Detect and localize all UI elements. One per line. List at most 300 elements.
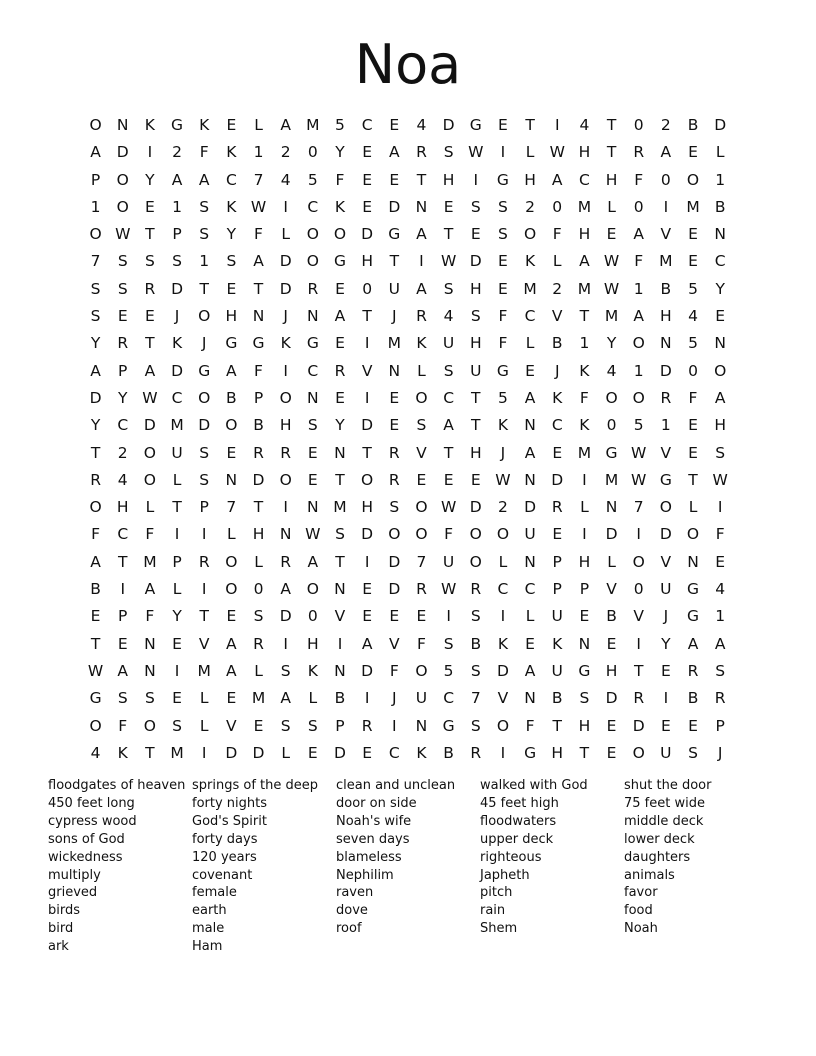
grid-letter[interactable]: P (253, 388, 264, 407)
grid-letter[interactable]: L (254, 116, 263, 134)
grid-letter[interactable]: M (170, 416, 184, 435)
grid-letter[interactable]: P (199, 498, 209, 517)
grid-letter[interactable]: F (389, 661, 399, 680)
grid-letter[interactable]: T (633, 661, 644, 680)
grid-letter[interactable]: S (443, 279, 454, 298)
grid-letter[interactable]: H (361, 498, 373, 517)
grid-letter[interactable]: N (687, 552, 699, 571)
grid-letter[interactable]: S (443, 634, 454, 653)
grid-letter[interactable]: H (469, 443, 482, 462)
grid-letter[interactable]: A (551, 170, 563, 189)
grid-letter[interactable]: C (578, 170, 590, 189)
grid-letter[interactable]: E (226, 443, 237, 462)
grid-letter[interactable]: E (470, 225, 481, 244)
grid-letter[interactable]: M (577, 279, 592, 298)
grid-letter[interactable]: J (283, 307, 288, 326)
grid-letter[interactable]: V (226, 716, 237, 735)
grid-letter[interactable]: I (419, 252, 424, 271)
grid-letter[interactable]: H (469, 334, 482, 353)
grid-letter[interactable]: L (172, 580, 182, 599)
grid-letter[interactable]: K (497, 634, 508, 653)
grid-letter[interactable]: O (632, 552, 645, 571)
grid-letter[interactable]: F (498, 334, 508, 353)
grid-letter[interactable]: L (254, 661, 263, 680)
grid-letter[interactable]: I (500, 743, 506, 762)
grid-letter[interactable]: L (145, 498, 155, 517)
grid-letter[interactable]: I (582, 525, 587, 544)
grid-letter[interactable]: E (688, 143, 698, 162)
grid-letter[interactable]: D (171, 279, 184, 298)
grid-letter[interactable]: L (199, 689, 209, 708)
grid-letter[interactable]: S (280, 716, 291, 735)
grid-letter[interactable]: I (283, 361, 288, 380)
grid-letter[interactable]: R (144, 279, 156, 298)
grid-letter[interactable]: O (89, 498, 102, 517)
grid-letter[interactable]: M (686, 197, 700, 216)
grid-letter[interactable]: K (579, 361, 590, 380)
grid-letter[interactable]: N (714, 225, 726, 244)
grid-letter[interactable]: E (362, 170, 373, 189)
grid-letter[interactable]: A (361, 634, 373, 653)
grid-letter[interactable]: I (120, 580, 126, 599)
grid-letter[interactable]: E (307, 443, 318, 462)
grid-letter[interactable]: M (659, 252, 673, 271)
grid-letter[interactable]: L (525, 334, 535, 353)
grid-letter[interactable]: O (143, 716, 156, 735)
grid-letter[interactable]: A (714, 388, 726, 407)
grid-letter[interactable]: K (226, 197, 237, 216)
grid-letter[interactable]: L (607, 552, 616, 571)
grid-letter[interactable]: L (417, 361, 426, 380)
grid-letter[interactable]: O (225, 416, 238, 435)
grid-letter[interactable]: M (523, 279, 537, 298)
grid-letter[interactable]: K (497, 416, 508, 435)
grid-letter[interactable]: P (172, 225, 182, 244)
grid-letter[interactable]: B (226, 388, 237, 407)
grid-letter[interactable]: J (717, 743, 723, 762)
grid-letter[interactable]: C (524, 580, 536, 599)
grid-letter[interactable]: G (687, 607, 700, 626)
grid-letter[interactable]: P (118, 607, 128, 626)
grid-letter[interactable]: B (714, 197, 726, 216)
grid-letter[interactable]: I (283, 634, 288, 653)
grid-letter[interactable]: L (715, 143, 725, 162)
grid-letter[interactable]: N (388, 361, 401, 380)
grid-letter[interactable]: O (89, 225, 102, 244)
grid-letter[interactable]: E (552, 525, 563, 544)
grid-letter[interactable]: W (495, 470, 511, 489)
grid-letter[interactable]: S (498, 225, 508, 244)
grid-letter[interactable]: O (388, 525, 401, 544)
grid-letter[interactable]: I (500, 607, 506, 626)
grid-letter[interactable]: D (388, 197, 401, 216)
grid-letter[interactable]: D (361, 661, 374, 680)
grid-letter[interactable]: B (90, 580, 101, 599)
grid-letter[interactable]: G (306, 334, 319, 353)
grid-letter[interactable]: K (552, 634, 563, 653)
grid-letter[interactable]: A (171, 170, 183, 189)
grid-letter[interactable]: L (552, 252, 562, 271)
grid-letter[interactable]: N (415, 716, 428, 735)
grid-letter[interactable]: V (660, 225, 672, 244)
grid-letter[interactable]: N (524, 470, 536, 489)
grid-letter[interactable]: D (388, 580, 401, 599)
grid-letter[interactable]: S (199, 470, 210, 489)
grid-letter[interactable]: T (525, 116, 535, 134)
grid-letter[interactable]: O (306, 225, 319, 244)
grid-letter[interactable]: W (631, 470, 647, 489)
grid-letter[interactable]: T (579, 307, 590, 326)
grid-letter[interactable]: A (416, 279, 427, 298)
grid-letter[interactable]: J (174, 307, 180, 326)
grid-letter[interactable]: H (660, 307, 672, 326)
grid-letter[interactable]: M (170, 743, 184, 762)
grid-letter[interactable]: E (443, 197, 454, 216)
grid-letter[interactable]: A (334, 307, 346, 326)
grid-letter[interactable]: Y (661, 634, 671, 653)
grid-letter[interactable]: D (279, 279, 292, 298)
grid-letter[interactable]: V (416, 443, 427, 462)
grid-letter[interactable]: D (198, 416, 211, 435)
grid-letter[interactable]: G (687, 580, 700, 599)
grid-letter[interactable]: K (552, 388, 563, 407)
grid-letter[interactable]: F (416, 634, 426, 653)
grid-letter[interactable]: M (604, 470, 619, 489)
grid-letter[interactable]: N (307, 307, 319, 326)
grid-letter[interactable]: H (551, 743, 564, 762)
grid-letter[interactable]: E (552, 443, 563, 462)
grid-letter[interactable]: E (226, 116, 237, 134)
grid-letter[interactable]: F (498, 307, 508, 326)
grid-letter[interactable]: 5 (443, 661, 454, 680)
grid-letter[interactable]: M (197, 661, 211, 680)
grid-letter[interactable]: V (334, 607, 346, 626)
grid-letter[interactable]: T (362, 307, 372, 326)
grid-letter[interactable]: 1 (715, 170, 726, 189)
grid-letter[interactable]: A (280, 116, 291, 134)
grid-letter[interactable]: R (253, 443, 264, 462)
grid-letter[interactable]: G (388, 225, 401, 244)
grid-letter[interactable]: F (254, 361, 263, 380)
grid-letter[interactable]: K (171, 334, 183, 353)
grid-letter[interactable]: Y (715, 279, 725, 298)
grid-letter[interactable]: E (226, 279, 237, 298)
grid-letter[interactable]: E (362, 743, 373, 762)
grid-letter[interactable]: D (714, 116, 727, 134)
grid-letter[interactable]: P (579, 580, 590, 599)
grid-letter[interactable]: E (498, 252, 508, 271)
grid-letter[interactable]: G (496, 361, 509, 380)
grid-letter[interactable]: T (552, 716, 562, 735)
grid-letter[interactable]: R (714, 689, 726, 708)
grid-letter[interactable]: K (144, 116, 155, 134)
grid-letter[interactable]: O (225, 552, 238, 571)
grid-letter[interactable]: D (659, 525, 672, 544)
grid-letter[interactable]: S (199, 443, 210, 462)
grid-letter[interactable]: I (392, 716, 397, 735)
grid-letter[interactable]: O (469, 525, 482, 544)
grid-letter[interactable]: G (469, 116, 482, 134)
grid-letter[interactable]: E (253, 716, 264, 735)
grid-letter[interactable]: S (470, 197, 481, 216)
grid-letter[interactable]: 2 (497, 498, 508, 517)
grid-letter[interactable]: D (605, 689, 618, 708)
grid-letter[interactable]: H (252, 525, 265, 544)
grid-letter[interactable]: I (446, 607, 451, 626)
grid-letter[interactable]: O (415, 498, 428, 517)
grid-letter[interactable]: 5 (688, 279, 698, 298)
grid-letter[interactable]: R (334, 361, 346, 380)
grid-letter[interactable]: B (443, 743, 454, 762)
grid-letter[interactable]: F (91, 525, 101, 544)
grid-letter[interactable]: W (440, 498, 457, 517)
grid-letter[interactable]: L (281, 225, 290, 244)
grid-letter[interactable]: L (199, 716, 209, 735)
grid-letter[interactable]: G (659, 470, 672, 489)
grid-letter[interactable]: R (388, 470, 400, 489)
grid-letter[interactable]: B (687, 116, 699, 134)
grid-letter[interactable]: T (145, 743, 155, 762)
grid-letter[interactable]: E (579, 607, 590, 626)
grid-letter[interactable]: T (606, 143, 617, 162)
grid-letter[interactable]: A (90, 552, 101, 571)
grid-letter[interactable]: M (143, 552, 157, 571)
grid-letter[interactable]: Y (118, 388, 128, 407)
grid-letter[interactable]: S (117, 689, 128, 708)
grid-letter[interactable]: 5 (633, 416, 644, 435)
grid-letter[interactable]: W (468, 143, 484, 162)
grid-letter[interactable]: O (632, 743, 645, 762)
grid-letter[interactable]: O (116, 197, 129, 216)
grid-letter[interactable]: P (552, 552, 562, 571)
grid-letter[interactable]: F (634, 252, 644, 271)
grid-letter[interactable]: R (470, 743, 482, 762)
grid-letter[interactable]: E (416, 607, 427, 626)
grid-letter[interactable]: S (172, 716, 182, 735)
grid-letter[interactable]: B (551, 689, 563, 708)
grid-letter[interactable]: S (144, 252, 155, 271)
grid-letter[interactable]: 0 (253, 580, 264, 599)
grid-letter[interactable]: L (308, 689, 318, 708)
grid-letter[interactable]: E (606, 743, 617, 762)
grid-letter[interactable]: T (688, 470, 698, 489)
grid-letter[interactable]: A (226, 661, 237, 680)
grid-letter[interactable]: L (227, 525, 236, 544)
grid-letter[interactable]: O (659, 498, 672, 517)
grid-letter[interactable]: A (633, 307, 644, 326)
grid-letter[interactable]: D (361, 525, 374, 544)
grid-letter[interactable]: W (250, 197, 267, 216)
grid-letter[interactable]: T (90, 443, 101, 462)
grid-letter[interactable]: U (442, 334, 455, 353)
grid-letter[interactable]: R (361, 716, 373, 735)
grid-letter[interactable]: T (335, 470, 345, 489)
grid-letter[interactable]: P (552, 580, 562, 599)
grid-letter[interactable]: E (307, 743, 318, 762)
grid-letter[interactable]: C (307, 197, 319, 216)
grid-letter[interactable]: D (469, 498, 482, 517)
grid-letter[interactable]: E (362, 607, 373, 626)
grid-letter[interactable]: T (199, 607, 209, 626)
grid-letter[interactable]: N (334, 443, 346, 462)
grid-letter[interactable]: D (632, 716, 645, 735)
grid-letter[interactable]: E (688, 443, 698, 462)
grid-letter[interactable]: L (254, 552, 263, 571)
grid-letter[interactable]: N (334, 580, 346, 599)
grid-letter[interactable]: R (90, 470, 101, 489)
grid-letter[interactable]: N (578, 634, 591, 653)
grid-letter[interactable]: D (524, 498, 537, 517)
grid-letter[interactable]: K (416, 743, 427, 762)
grid-letter[interactable]: O (198, 388, 211, 407)
grid-letter[interactable]: V (606, 580, 617, 599)
grid-letter[interactable]: E (144, 197, 155, 216)
grid-letter[interactable]: K (199, 116, 210, 134)
grid-letter[interactable]: W (305, 525, 321, 544)
grid-letter[interactable]: E (715, 307, 726, 326)
grid-letter[interactable]: F (145, 525, 155, 544)
grid-letter[interactable]: S (199, 225, 210, 244)
grid-letter[interactable]: 0 (660, 170, 671, 189)
grid-letter[interactable]: N (144, 661, 156, 680)
grid-letter[interactable]: B (606, 607, 617, 626)
grid-letter[interactable]: F (118, 716, 128, 735)
grid-letter[interactable]: A (307, 552, 319, 571)
grid-letter[interactable]: A (524, 443, 536, 462)
letter-grid[interactable] (82, 112, 734, 767)
grid-letter[interactable]: I (201, 743, 207, 762)
grid-letter[interactable]: O (116, 170, 129, 189)
grid-letter[interactable]: 0 (633, 116, 644, 134)
grid-letter[interactable]: P (335, 716, 345, 735)
grid-letter[interactable]: 5 (335, 116, 345, 134)
grid-letter[interactable]: S (715, 443, 726, 462)
grid-letter[interactable]: 0 (633, 197, 644, 216)
grid-letter[interactable]: T (443, 443, 454, 462)
grid-letter[interactable]: S (280, 661, 291, 680)
grid-letter[interactable]: S (172, 252, 182, 271)
grid-letter[interactable]: F (525, 716, 535, 735)
grid-letter[interactable]: T (606, 116, 617, 134)
grid-letter[interactable]: W (440, 580, 457, 599)
grid-letter[interactable]: A (253, 252, 264, 271)
grid-letter[interactable]: E (660, 661, 671, 680)
grid-letter[interactable]: A (90, 361, 101, 380)
grid-letter[interactable]: A (416, 225, 427, 244)
grid-letter[interactable]: B (551, 334, 563, 353)
grid-letter[interactable]: I (174, 525, 180, 544)
grid-letter[interactable]: C (171, 388, 183, 407)
grid-letter[interactable]: I (201, 580, 207, 599)
grid-letter[interactable]: L (525, 607, 535, 626)
grid-letter[interactable]: T (253, 279, 264, 298)
grid-letter[interactable]: H (714, 416, 726, 435)
grid-letter[interactable]: H (116, 498, 129, 517)
grid-letter[interactable]: K (226, 143, 237, 162)
grid-letter[interactable]: F (688, 388, 698, 407)
grid-letter[interactable]: 1 (172, 197, 182, 216)
grid-letter[interactable]: 1 (199, 252, 210, 271)
grid-letter[interactable]: 4 (280, 170, 291, 189)
grid-letter[interactable]: W (142, 388, 158, 407)
grid-letter[interactable]: U (524, 525, 536, 544)
grid-letter[interactable]: V (198, 634, 210, 653)
grid-letter[interactable]: T (172, 498, 182, 517)
grid-letter[interactable]: T (335, 552, 345, 571)
grid-letter[interactable]: R (416, 307, 427, 326)
grid-letter[interactable]: U (171, 443, 183, 462)
grid-letter[interactable]: O (415, 525, 428, 544)
grid-letter[interactable]: D (605, 525, 618, 544)
grid-letter[interactable]: R (117, 334, 129, 353)
grid-letter[interactable]: D (388, 552, 401, 571)
grid-letter[interactable]: S (389, 498, 400, 517)
grid-letter[interactable]: 1 (715, 607, 726, 626)
grid-letter[interactable]: H (361, 252, 373, 271)
grid-letter[interactable]: F (199, 143, 209, 162)
grid-letter[interactable]: A (388, 143, 400, 162)
grid-letter[interactable]: 0 (307, 143, 318, 162)
grid-letter[interactable]: 4 (443, 307, 454, 326)
grid-letter[interactable]: E (660, 716, 671, 735)
grid-letter[interactable]: D (551, 470, 564, 489)
grid-letter[interactable]: E (172, 689, 182, 708)
grid-letter[interactable]: D (361, 225, 374, 244)
grid-letter[interactable]: M (333, 498, 347, 517)
grid-letter[interactable]: N (116, 116, 129, 134)
grid-letter[interactable]: R (551, 498, 563, 517)
grid-letter[interactable]: W (603, 279, 620, 298)
grid-letter[interactable]: M (387, 334, 401, 353)
grid-letter[interactable]: O (686, 170, 700, 189)
grid-letter[interactable]: R (388, 443, 400, 462)
grid-letter[interactable]: S (117, 279, 128, 298)
grid-letter[interactable]: J (500, 443, 506, 462)
grid-letter[interactable]: T (579, 743, 590, 762)
grid-letter[interactable]: S (416, 416, 427, 435)
grid-letter[interactable]: D (143, 416, 156, 435)
grid-letter[interactable]: T (118, 552, 128, 571)
grid-letter[interactable]: N (524, 416, 536, 435)
grid-letter[interactable]: W (631, 443, 647, 462)
grid-letter[interactable]: O (279, 470, 292, 489)
grid-letter[interactable]: H (605, 170, 618, 189)
grid-letter[interactable]: B (253, 416, 264, 435)
grid-letter[interactable]: N (279, 525, 292, 544)
grid-letter[interactable]: E (389, 388, 400, 407)
grid-letter[interactable]: O (415, 661, 428, 680)
grid-letter[interactable]: T (90, 634, 101, 653)
grid-letter[interactable]: 2 (552, 279, 563, 298)
grid-letter[interactable]: D (334, 743, 346, 762)
grid-letter[interactable]: L (688, 498, 698, 517)
grid-letter[interactable]: K (307, 661, 318, 680)
grid-letter[interactable]: I (174, 661, 180, 680)
grid-letter[interactable]: T (416, 170, 427, 189)
grid-letter[interactable]: E (362, 197, 373, 216)
grid-letter[interactable]: 2 (117, 443, 128, 462)
grid-letter[interactable]: I (337, 634, 343, 653)
grid-letter[interactable]: U (442, 552, 455, 571)
grid-letter[interactable]: E (144, 307, 155, 326)
grid-letter[interactable]: O (632, 388, 645, 407)
grid-letter[interactable]: B (660, 279, 672, 298)
grid-letter[interactable]: 2 (280, 143, 291, 162)
grid-letter[interactable]: T (471, 416, 481, 435)
grid-letter[interactable]: C (117, 416, 129, 435)
grid-letter[interactable]: R (198, 552, 210, 571)
grid-letter[interactable]: E (307, 470, 318, 489)
